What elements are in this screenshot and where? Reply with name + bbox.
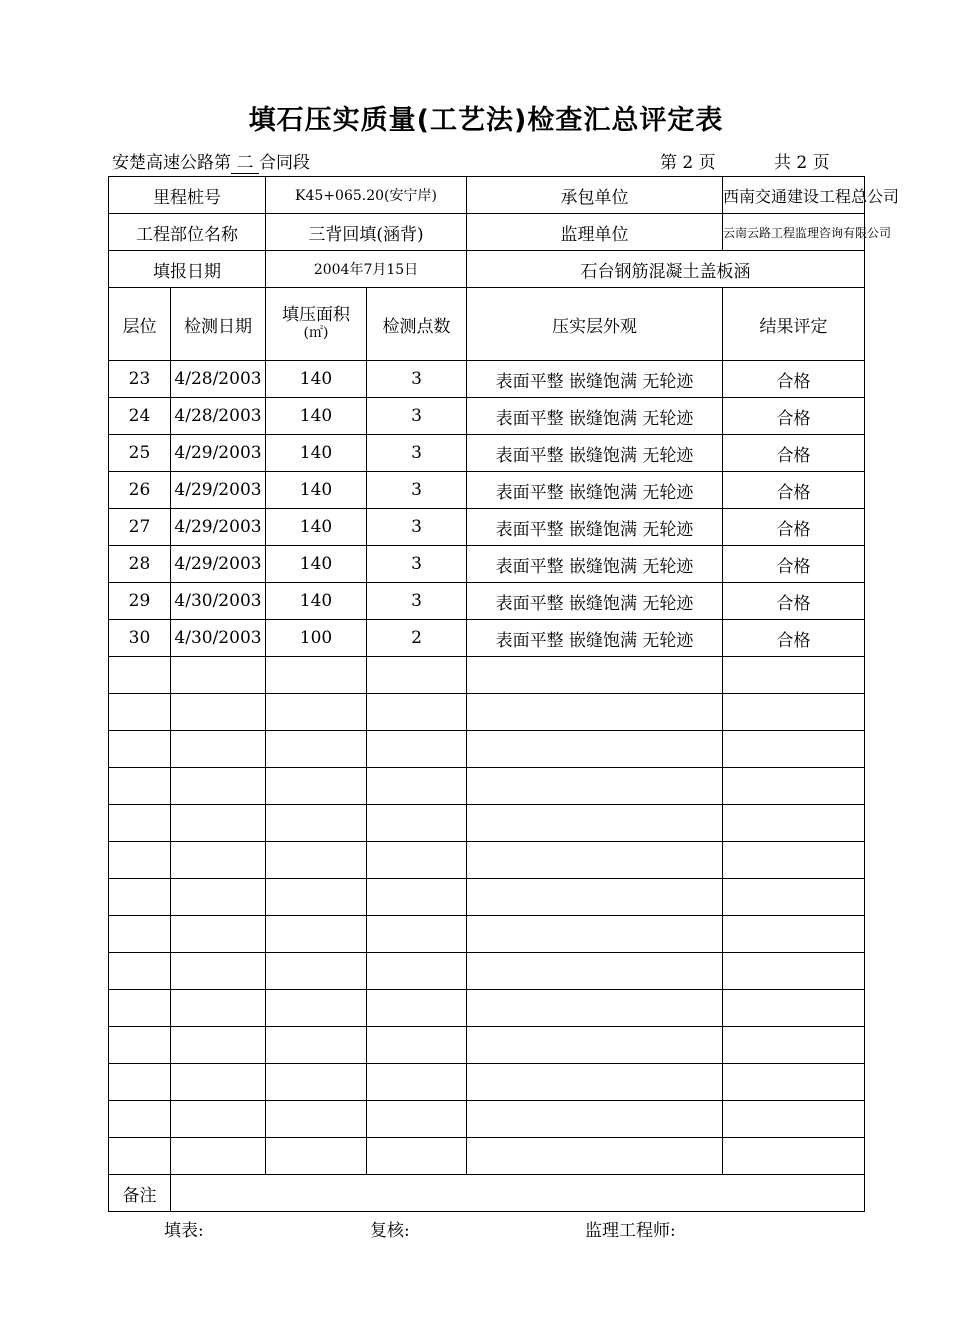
empty-row — [109, 805, 865, 842]
reviewer-label: 复核: — [370, 1221, 410, 1241]
row-points — [367, 842, 467, 879]
row-points: 3 — [367, 509, 467, 546]
station-value: K45+065.20(安宁岸) — [266, 177, 467, 214]
date-label: 填报日期 — [109, 251, 266, 288]
row-result: 合格 — [723, 546, 865, 583]
row-points: 3 — [367, 361, 467, 398]
row-date: 4/30/2003 — [171, 620, 266, 657]
row-area — [266, 1064, 367, 1101]
row-area — [266, 1138, 367, 1175]
column-header-row — [109, 288, 865, 361]
project-prefix: 安楚高速公路第 — [112, 153, 231, 173]
subheader — [112, 148, 852, 172]
row-appearance: 表面平整 嵌缝饱满 无轮迹 — [467, 620, 723, 657]
row-date — [171, 1064, 266, 1101]
row-appearance — [467, 1101, 723, 1138]
row-points: 3 — [367, 472, 467, 509]
row-points — [367, 1101, 467, 1138]
row-date: 4/28/2003 — [171, 361, 266, 398]
info-row-part — [109, 214, 865, 251]
row-layer — [109, 990, 171, 1027]
row-result — [723, 953, 865, 990]
row-points — [367, 990, 467, 1027]
row-appearance — [467, 1138, 723, 1175]
row-appearance — [467, 916, 723, 953]
empty-row — [109, 768, 865, 805]
empty-row — [109, 879, 865, 916]
row-points: 3 — [367, 435, 467, 472]
row-area — [266, 768, 367, 805]
row-appearance — [467, 731, 723, 768]
row-points — [367, 694, 467, 731]
row-layer — [109, 1138, 171, 1175]
row-layer: 29 — [109, 583, 171, 620]
row-area — [266, 916, 367, 953]
row-date — [171, 916, 266, 953]
supervisor-value: 云南云路工程监理咨询有限公司 — [723, 214, 865, 251]
remark-label: 备注 — [109, 1175, 171, 1212]
station-label: 里程桩号 — [109, 177, 266, 214]
row-points: 3 — [367, 546, 467, 583]
row-appearance — [467, 805, 723, 842]
filler-label: 填表: — [164, 1221, 204, 1241]
row-result — [723, 694, 865, 731]
row-appearance — [467, 842, 723, 879]
row-layer — [109, 657, 171, 694]
row-area — [266, 879, 367, 916]
engineer-label: 监理工程师: — [585, 1221, 676, 1241]
empty-row — [109, 694, 865, 731]
row-result — [723, 657, 865, 694]
row-appearance — [467, 1027, 723, 1064]
row-appearance: 表面平整 嵌缝饱满 无轮迹 — [467, 546, 723, 583]
row-points — [367, 879, 467, 916]
row-points — [367, 731, 467, 768]
col-result: 结果评定 — [723, 288, 865, 361]
row-appearance — [467, 879, 723, 916]
row-result — [723, 916, 865, 953]
table-row — [109, 361, 865, 398]
row-area: 100 — [266, 620, 367, 657]
row-date — [171, 1101, 266, 1138]
row-date — [171, 805, 266, 842]
project-name — [112, 148, 310, 174]
col-area-title: 填压面积 — [282, 305, 350, 325]
col-check-date: 检测日期 — [171, 288, 266, 361]
table-row — [109, 583, 865, 620]
row-result — [723, 1138, 865, 1175]
info-row-station — [109, 177, 865, 214]
row-points — [367, 1027, 467, 1064]
inspection-table — [108, 176, 900, 1212]
table-row — [109, 435, 865, 472]
row-points: 2 — [367, 620, 467, 657]
row-layer — [109, 1101, 171, 1138]
page-title: 填石压实质量(工艺法)检查汇总评定表 — [248, 105, 724, 136]
col-appearance: 压实层外观 — [467, 288, 723, 361]
row-appearance — [467, 990, 723, 1027]
row-date — [171, 842, 266, 879]
empty-row — [109, 731, 865, 768]
info-row-date — [109, 251, 865, 288]
row-points — [367, 768, 467, 805]
empty-row — [109, 1064, 865, 1101]
row-result — [723, 879, 865, 916]
row-date — [171, 694, 266, 731]
row-area — [266, 1027, 367, 1064]
row-layer — [109, 694, 171, 731]
remark-content — [171, 1175, 865, 1212]
table-row — [109, 509, 865, 546]
row-result — [723, 805, 865, 842]
contractor-label: 承包单位 — [467, 177, 723, 214]
row-area: 140 — [266, 546, 367, 583]
row-date — [171, 768, 266, 805]
empty-row — [109, 990, 865, 1027]
row-appearance: 表面平整 嵌缝饱满 无轮迹 — [467, 583, 723, 620]
row-area — [266, 694, 367, 731]
row-layer: 30 — [109, 620, 171, 657]
row-layer — [109, 916, 171, 953]
row-date — [171, 990, 266, 1027]
row-layer: 24 — [109, 398, 171, 435]
row-appearance: 表面平整 嵌缝饱满 无轮迹 — [467, 398, 723, 435]
row-layer — [109, 768, 171, 805]
col-points: 检测点数 — [367, 288, 467, 361]
row-area — [266, 953, 367, 990]
date-value: 2004年7月15日 — [266, 251, 467, 288]
row-area: 140 — [266, 509, 367, 546]
structure-value: 石台钢筋混凝土盖板涵 — [467, 251, 865, 288]
row-appearance — [467, 657, 723, 694]
row-points — [367, 953, 467, 990]
empty-row — [109, 1027, 865, 1064]
row-layer: 25 — [109, 435, 171, 472]
row-area — [266, 842, 367, 879]
row-area: 140 — [266, 398, 367, 435]
row-points — [367, 657, 467, 694]
row-layer: 27 — [109, 509, 171, 546]
row-layer: 23 — [109, 361, 171, 398]
row-date: 4/29/2003 — [171, 509, 266, 546]
row-area: 140 — [266, 583, 367, 620]
supervisor-label: 监理单位 — [467, 214, 723, 251]
total-pages: 共 2 页 — [774, 153, 830, 173]
row-result — [723, 1064, 865, 1101]
row-points — [367, 1138, 467, 1175]
row-points — [367, 916, 467, 953]
row-layer — [109, 953, 171, 990]
row-result: 合格 — [723, 620, 865, 657]
row-result — [723, 768, 865, 805]
row-date — [171, 953, 266, 990]
row-area — [266, 805, 367, 842]
row-points: 3 — [367, 583, 467, 620]
row-area — [266, 1101, 367, 1138]
row-points — [367, 1064, 467, 1101]
row-layer — [109, 1027, 171, 1064]
data-rows — [109, 361, 865, 1175]
row-date — [171, 1138, 266, 1175]
row-layer — [109, 842, 171, 879]
contractor-value: 西南交通建设工程总公司 — [723, 177, 865, 214]
row-appearance — [467, 953, 723, 990]
row-date: 4/29/2003 — [171, 546, 266, 583]
row-result: 合格 — [723, 509, 865, 546]
page-number: 第 2 页 — [660, 153, 716, 173]
row-layer — [109, 731, 171, 768]
row-result: 合格 — [723, 583, 865, 620]
row-result: 合格 — [723, 435, 865, 472]
col-layer: 层位 — [109, 288, 171, 361]
row-area: 140 — [266, 472, 367, 509]
row-date — [171, 731, 266, 768]
row-layer — [109, 805, 171, 842]
table-row — [109, 398, 865, 435]
row-appearance — [467, 768, 723, 805]
row-date: 4/28/2003 — [171, 398, 266, 435]
row-appearance: 表面平整 嵌缝饱满 无轮迹 — [467, 509, 723, 546]
row-result: 合格 — [723, 398, 865, 435]
row-appearance: 表面平整 嵌缝饱满 无轮迹 — [467, 472, 723, 509]
row-layer — [109, 1064, 171, 1101]
row-date: 4/30/2003 — [171, 583, 266, 620]
col-area — [266, 288, 367, 361]
row-appearance: 表面平整 嵌缝饱满 无轮迹 — [467, 361, 723, 398]
row-date — [171, 1027, 266, 1064]
remark-row — [109, 1175, 865, 1212]
row-result — [723, 1101, 865, 1138]
empty-row — [109, 953, 865, 990]
row-result — [723, 731, 865, 768]
empty-row — [109, 916, 865, 953]
row-result — [723, 1027, 865, 1064]
row-points: 3 — [367, 398, 467, 435]
section-number: 二 — [231, 153, 259, 174]
row-area — [266, 731, 367, 768]
row-result — [723, 842, 865, 879]
empty-row — [109, 842, 865, 879]
row-appearance — [467, 694, 723, 731]
table-row — [109, 472, 865, 509]
table-row — [109, 620, 865, 657]
row-points — [367, 805, 467, 842]
signature-footer — [0, 1216, 950, 1240]
row-result — [723, 990, 865, 1027]
empty-row — [109, 657, 865, 694]
project-suffix: 合同段 — [259, 153, 310, 173]
row-date — [171, 657, 266, 694]
col-area-unit: (㎡) — [303, 325, 329, 341]
row-area: 140 — [266, 361, 367, 398]
empty-row — [109, 1138, 865, 1175]
row-appearance — [467, 1064, 723, 1101]
row-date: 4/29/2003 — [171, 472, 266, 509]
part-value: 三背回填(涵背) — [266, 214, 467, 251]
row-result: 合格 — [723, 472, 865, 509]
row-appearance: 表面平整 嵌缝饱满 无轮迹 — [467, 435, 723, 472]
empty-row — [109, 1101, 865, 1138]
row-layer — [109, 879, 171, 916]
row-area — [266, 657, 367, 694]
row-date: 4/29/2003 — [171, 435, 266, 472]
row-layer: 28 — [109, 546, 171, 583]
row-area: 140 — [266, 435, 367, 472]
row-layer: 26 — [109, 472, 171, 509]
part-label: 工程部位名称 — [109, 214, 266, 251]
row-area — [266, 990, 367, 1027]
row-result: 合格 — [723, 361, 865, 398]
row-date — [171, 879, 266, 916]
table-row — [109, 546, 865, 583]
